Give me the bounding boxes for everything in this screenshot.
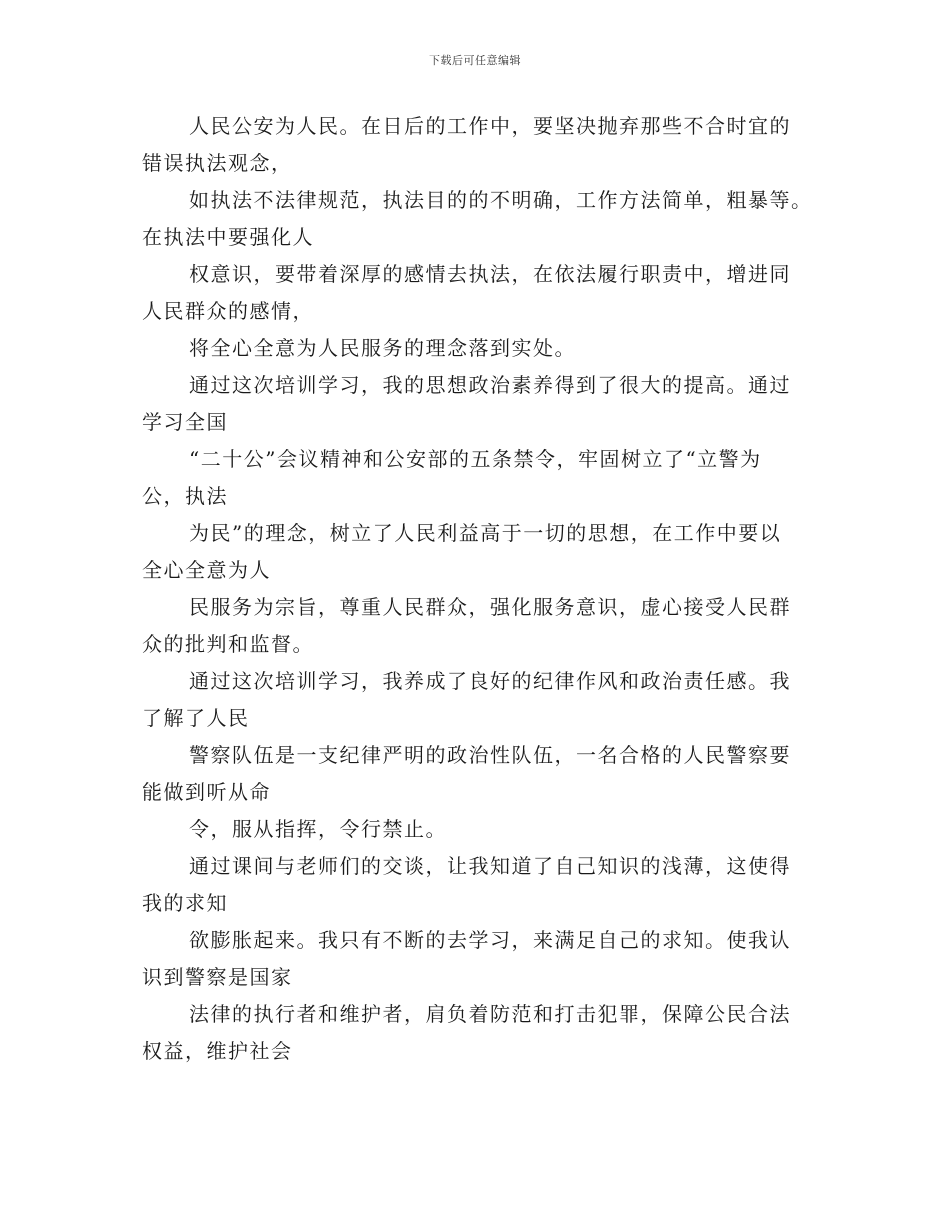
text-line: 警察队伍是一支纪律严明的政治性队伍，一名合格的人民警察要 bbox=[189, 743, 791, 767]
page-header: 下载后可任意编辑 bbox=[429, 54, 521, 67]
text-line: 通过这次培训学习，我养成了良好的纪律作风和政治责任感。我 bbox=[189, 669, 791, 693]
text-line: 人民公安为人民。在日后的工作中，要坚决抛弃那些不合时宜的 bbox=[189, 114, 791, 138]
text-line: 全心全意为人 bbox=[142, 558, 271, 582]
text-line: 权益，维护社会 bbox=[142, 1039, 293, 1063]
text-line: 我的求知 bbox=[142, 891, 228, 915]
document-body bbox=[142, 108, 832, 1070]
text-line: 通过这次培训学习，我的思想政治素养得到了很大的提高。通过 bbox=[189, 373, 791, 397]
text-line: 将全心全意为人民服务的理念落到实处。 bbox=[189, 336, 576, 360]
text-line: 法律的执行者和维护者，肩负着防范和打击犯罪，保障公民合法 bbox=[189, 1002, 791, 1026]
text-line: 如执法不法律规范，执法目的的不明确，工作方法简单，粗暴等。 bbox=[189, 188, 813, 212]
text-line: 权意识，要带着深厚的感情去执法，在依法履行职责中，增进同 bbox=[189, 262, 791, 286]
text-line: 能做到听从命 bbox=[142, 780, 271, 804]
text-line: 众的批判和监督。 bbox=[142, 632, 314, 656]
text-line: 学习全国 bbox=[142, 410, 228, 434]
text-line: 欲膨胀起来。我只有不断的去学习，来满足自己的求知。使我认 bbox=[189, 928, 791, 952]
text-line: 令，服从指挥，令行禁止。 bbox=[189, 817, 447, 841]
text-line: 民服务为宗旨，尊重人民群众，强化服务意识，虚心接受人民群 bbox=[189, 595, 791, 619]
text-line: 为民”的理念，树立了人民利益高于一切的思想，在工作中要以 bbox=[189, 521, 782, 545]
text-line: 了解了人民 bbox=[142, 706, 250, 730]
text-line: 错误执法观念， bbox=[142, 151, 293, 175]
text-line: “二十公”会议精神和公安部的五条禁令，牢固树立了“立警为 bbox=[189, 447, 762, 471]
text-line: 人民群众的感情， bbox=[142, 299, 314, 323]
text-line: 通过课间与老师们的交谈，让我知道了自己知识的浅薄，这使得 bbox=[189, 854, 791, 878]
text-line: 在执法中要强化人 bbox=[142, 225, 314, 249]
text-line: 识到警察是国家 bbox=[142, 965, 293, 989]
text-line: 公，执法 bbox=[142, 484, 228, 508]
